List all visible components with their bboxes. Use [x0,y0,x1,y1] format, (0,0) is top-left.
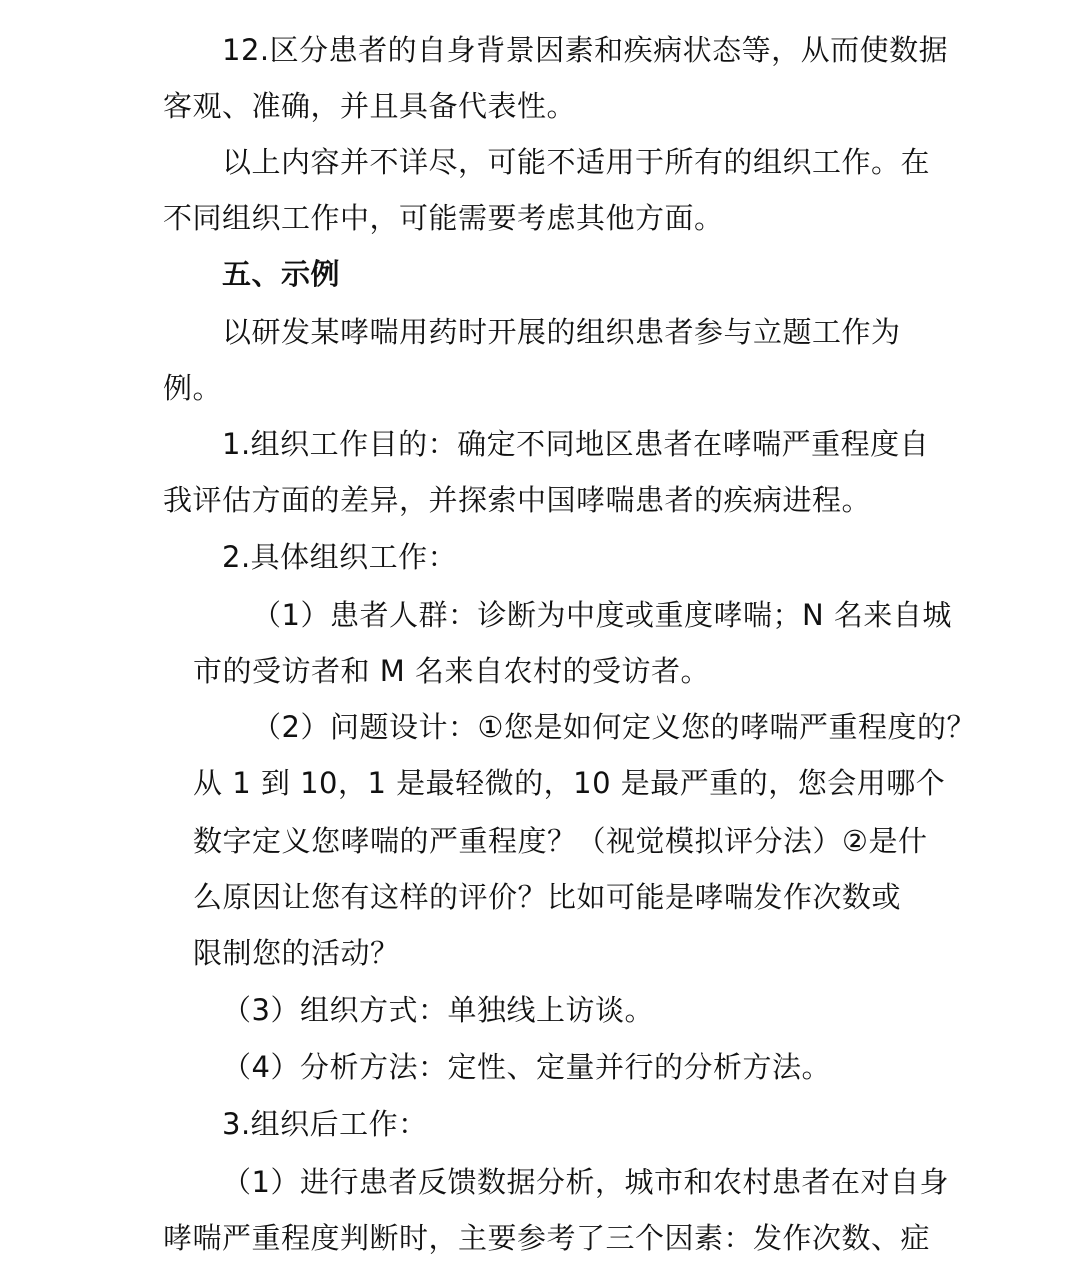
text-line-method: （3）组织方式：单独线上访谈。 [222,993,654,1027]
subheading-post-work: 3.组织后工作： [222,1107,428,1141]
section-heading-examples: 五、示例 [222,257,341,291]
text-line-purpose-part2: 我评估方面的差异，并探索中国哮喘患者的疾病进程。 [163,483,872,517]
text-line-population-part1: （1）患者人群：诊断为中度或重度哮喘；N 名来自城 [252,598,952,632]
text-line-feedback-part1: （1）进行患者反馈数据分析，城市和农村患者在对自身 [222,1165,949,1199]
text-line-questions-part3: 数字定义您哮喘的严重程度？（视觉模拟评分法）②是什 [193,824,928,858]
text-line-example-intro-part1: 以研发某哮喘用药时开展的组织患者参与立题工作为 [222,315,901,349]
text-line-item12-part2: 客观、准确，并且具备代表性。 [163,89,577,123]
text-line-feedback-part2: 哮喘严重程度判断时，主要参考了三个因素：发作次数、症 [163,1221,931,1255]
text-line-questions-part2: 从 1 到 10，1 是最轻微的，10 是最严重的，您会用哪个 [193,766,946,800]
text-line-analysis: （4）分析方法：定性、定量并行的分析方法。 [222,1050,831,1084]
subheading-specific-work: 2.具体组织工作： [222,540,458,574]
text-line-disclaimer-part1: 以上内容并不详尽，可能不适用于所有的组织工作。在 [222,145,931,179]
text-line-item12-part1: 12.区分患者的自身背景因素和疾病状态等，从而使数据 [222,33,949,67]
text-line-disclaimer-part2: 不同组织工作中，可能需要考虑其他方面。 [163,201,724,235]
text-line-example-intro-part2: 例。 [163,371,223,405]
text-line-questions-part1: （2）问题设计：①您是如何定义您的哮喘严重程度的？ [252,710,976,744]
text-line-questions-part4: 么原因让您有这样的评价？比如可能是哮喘发作次数或 [193,880,902,914]
text-line-population-part2: 市的受访者和 M 名来自农村的受访者。 [193,654,710,688]
text-line-questions-part5: 限制您的活动？ [193,936,400,970]
text-line-purpose-part1: 1.组织工作目的：确定不同地区患者在哮喘严重程度自 [222,427,930,461]
